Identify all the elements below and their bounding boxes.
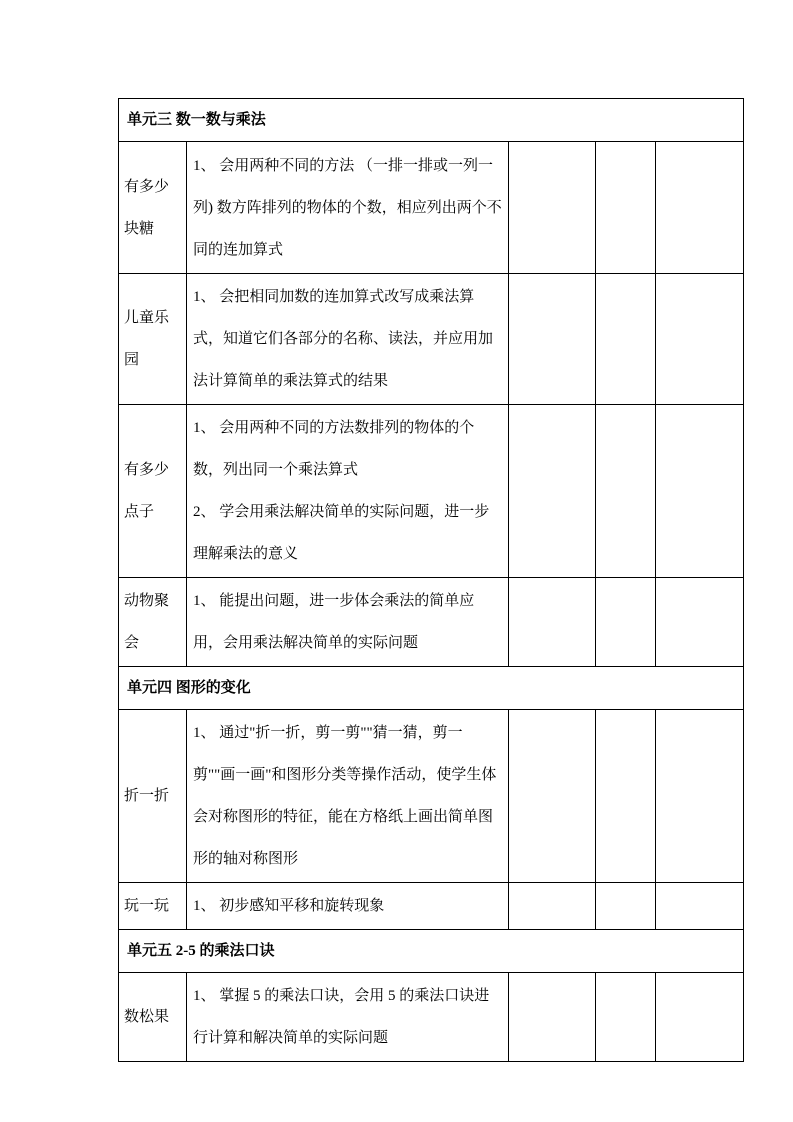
- objective-item: 1、 掌握 5 的乘法口诀，会用 5 的乘法口诀进行计算和解决简单的实际问题: [193, 988, 490, 1046]
- assessment-cell: [509, 142, 596, 274]
- assessment-cell: [656, 578, 744, 667]
- curriculum-table: [118, 98, 744, 1062]
- assessment-cell: [596, 578, 656, 667]
- lesson-name: 有多少点子: [119, 405, 187, 578]
- lesson-name: 动物聚会: [119, 578, 187, 667]
- objectives-cell: [187, 142, 509, 274]
- assessment-cell: [509, 883, 596, 930]
- assessment-cell: [596, 405, 656, 578]
- objectives-cell: [187, 274, 509, 405]
- assessment-cell: [656, 405, 744, 578]
- assessment-cell: [596, 710, 656, 883]
- unit-header-row: [119, 667, 744, 710]
- unit-4-header: 单元四 图形的变化: [119, 667, 744, 710]
- assessment-cell: [596, 973, 656, 1062]
- assessment-cell: [656, 973, 744, 1062]
- table-row: [119, 710, 744, 883]
- assessment-cell: [509, 710, 596, 883]
- lesson-name: 有多少块糖: [119, 142, 187, 274]
- assessment-cell: [509, 274, 596, 405]
- assessment-cell: [656, 883, 744, 930]
- objective-item: 1、 会用两种不同的方法 （一排一排或一列一列) 数方阵排列的物体的个数，相应列出两个不同的连加算式: [193, 157, 502, 258]
- objective-item: 2、 学会用乘法解决简单的实际问题，进一步理解乘法的意义: [193, 504, 490, 562]
- table-row: [119, 973, 744, 1062]
- unit-5-header: 单元五 2-5 的乘法口诀: [119, 930, 744, 973]
- objective-item: 1、 能提出问题，进一步体会乘法的简单应用，会用乘法解决简单的实际问题: [193, 593, 475, 651]
- objective-item: 1、 会把相同加数的连加算式改写成乘法算式，知道它们各部分的名称、读法，并应用加法计算简单的乘法算式的结果: [193, 289, 494, 389]
- lesson-name: 玩一玩: [119, 883, 187, 930]
- objectives-cell: [187, 710, 509, 883]
- assessment-cell: [656, 142, 744, 274]
- objective-item: 1、 会用两种不同的方法数排列的物体的个数，列出同一个乘法算式: [193, 420, 475, 478]
- lesson-name: 折一折: [119, 710, 187, 883]
- objectives-cell: [187, 883, 509, 930]
- assessment-cell: [656, 710, 744, 883]
- table-row: [119, 142, 744, 274]
- table-row: [119, 274, 744, 405]
- objectives-cell: [187, 405, 509, 578]
- table-row: [119, 883, 744, 930]
- objectives-cell: [187, 578, 509, 667]
- assessment-cell: [509, 973, 596, 1062]
- table-row: [119, 578, 744, 667]
- unit-header-row: [119, 930, 744, 973]
- assessment-cell: [656, 274, 744, 405]
- unit-header-row: [119, 99, 744, 142]
- unit-3-header: 单元三 数一数与乘法: [119, 99, 744, 142]
- objectives-cell: [187, 973, 509, 1062]
- assessment-cell: [509, 578, 596, 667]
- assessment-cell: [596, 142, 656, 274]
- assessment-cell: [596, 883, 656, 930]
- table-row: [119, 405, 744, 578]
- lesson-name: 儿童乐园: [119, 274, 187, 405]
- assessment-cell: [596, 274, 656, 405]
- assessment-cell: [509, 405, 596, 578]
- objective-item: 1、 初步感知平移和旋转现象: [193, 898, 385, 914]
- lesson-name: 数松果: [119, 973, 187, 1062]
- objective-item: 1、 通过"折一折，剪一剪""猜一猜，剪一剪""画一画"和图形分类等操作活动，使学生体会对称图形的特征，能在方格纸上画出简单图形的轴对称图形: [193, 725, 497, 867]
